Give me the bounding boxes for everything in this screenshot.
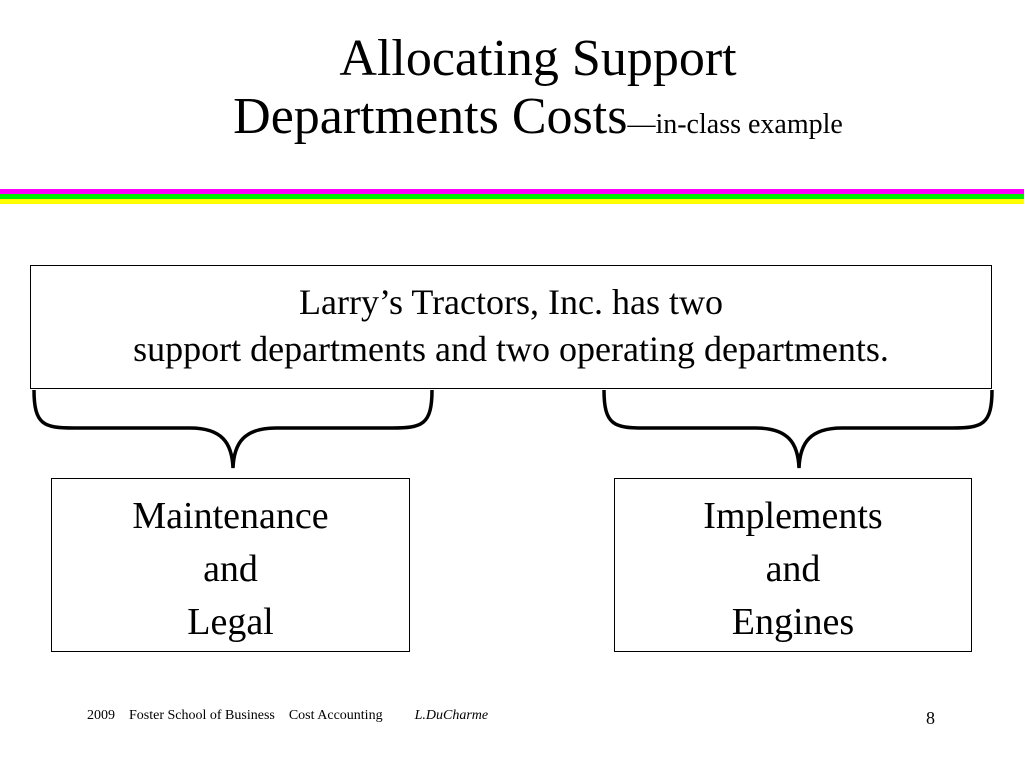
operating-dept-line-3: Engines — [731, 601, 855, 643]
support-dept-line-3: Legal — [187, 601, 274, 643]
footer-year: 2009 — [87, 708, 115, 723]
page-number: 8 — [926, 708, 935, 728]
operating-dept-line-2: and — [765, 548, 821, 590]
slide-title — [0, 30, 1024, 154]
braces-diagram — [0, 385, 1024, 475]
decorative-stripes — [0, 189, 1024, 204]
footer-course: Cost Accounting — [288, 708, 383, 723]
operating-dept-line-1: Implements — [703, 495, 883, 537]
support-departments-box — [51, 478, 410, 652]
footer-author: L.DuCharme — [414, 708, 489, 723]
title-line-2 — [0, 88, 1024, 154]
operating-departments-box — [614, 478, 972, 652]
right-brace — [604, 390, 992, 468]
footer-school: Foster School of Business — [129, 708, 275, 723]
support-dept-line-2: and — [203, 548, 258, 590]
title-line-1: Allocating Support — [339, 30, 737, 87]
left-brace — [34, 390, 432, 468]
intro-line-2: support departments and two operating departments. — [133, 329, 889, 369]
slide-footer — [87, 708, 488, 724]
intro-text-box — [30, 265, 992, 389]
title-suffix: —in-class example — [627, 109, 843, 140]
stripe-yellow — [0, 199, 1024, 204]
support-dept-line-1: Maintenance — [132, 495, 329, 537]
intro-line-1: Larry’s Tractors, Inc. has two — [299, 282, 723, 322]
title-main-text: Departments Costs — [233, 88, 628, 145]
